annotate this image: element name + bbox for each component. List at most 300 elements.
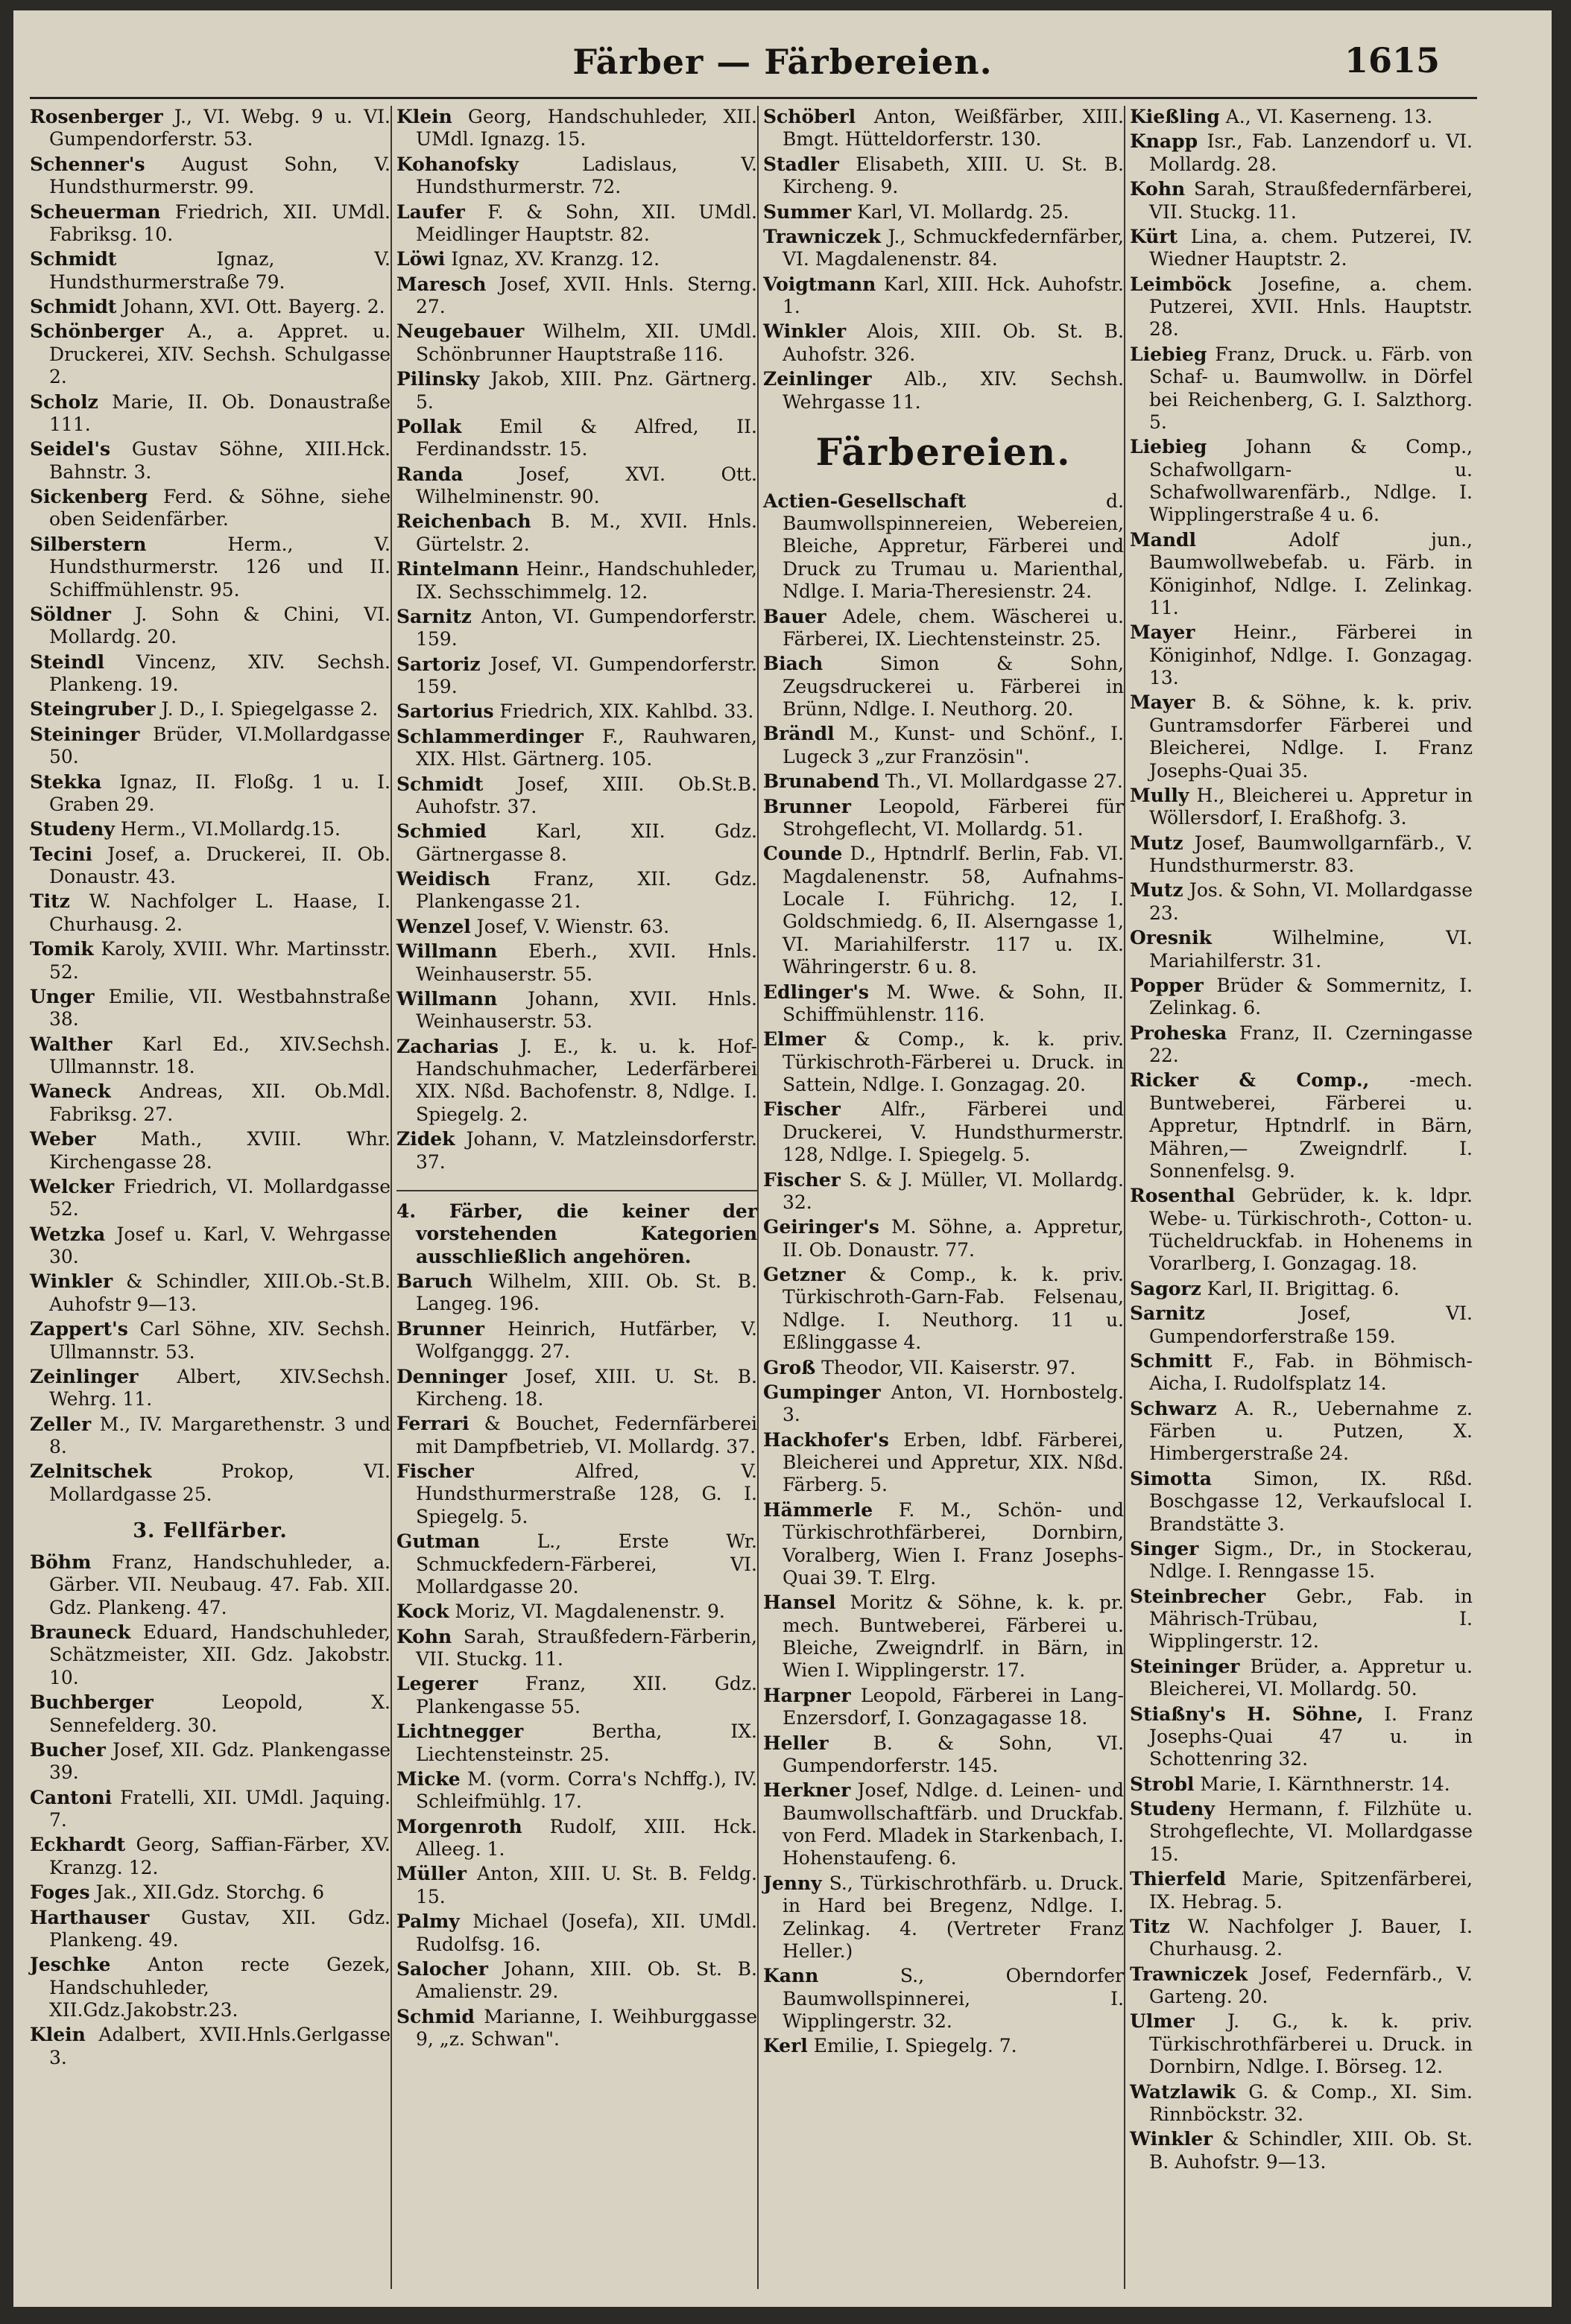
entry-name: Fischer [763, 1168, 841, 1191]
directory-entry [30, 1033, 391, 1079]
entry-name: Laufer [396, 200, 465, 223]
entry-name: Mayer [1130, 691, 1195, 714]
entry-name: Bucher [30, 1738, 106, 1761]
entry-name: Mandl [1130, 528, 1197, 551]
directory-entry [1130, 1703, 1473, 1771]
directory-entry [763, 1872, 1124, 1963]
directory-entry [30, 1739, 391, 1785]
entry-name: Neugebauer [396, 320, 525, 343]
entry-name: Kohn [1130, 178, 1186, 200]
entry-name: Titz [1130, 1915, 1170, 1937]
entry-address: Michael (Josefa), XII. UMdl. Rudolfsg. 16. [416, 1910, 757, 1955]
column-4 [1130, 106, 1473, 2176]
entry-address: Heinrich, Hutfärber, V. Wolfganggg. 27. [416, 1317, 757, 1363]
entry-name: Herkner [763, 1779, 851, 1802]
entry-name: Titz [30, 890, 70, 913]
entry-name: Cantoni [30, 1786, 113, 1808]
entry-address: J. E., k. u. k. Hof-Handschuhmacher, Lederfärberei XIX. Nßd. Bachofenstr. 8, Ndlge. I. Spiegelg. 2. [416, 1035, 757, 1125]
directory-entry [396, 606, 757, 651]
entry-address: Gebr., Fab. in Mährisch-Trübau, I. Wipplingerstr. 12. [1149, 1585, 1473, 1653]
entry-name: Schmidt [30, 296, 117, 317]
entry-address: Ignaz, V. Hundsthurmerstraße 79. [49, 248, 391, 293]
entry-name: Kießling [1130, 106, 1220, 127]
entry-address: Brüder, VI.Mollardgasse 50. [49, 723, 391, 768]
directory-entry [1130, 106, 1473, 128]
entry-name: Actien-Gesellschaft [763, 490, 967, 512]
entry-name: Jenny [763, 1872, 822, 1894]
entry-name: Mayer [1130, 621, 1195, 644]
entry-name: Steininger [1130, 1655, 1240, 1677]
entry-address: Friedrich, XIX. Kahlbd. 33. [493, 700, 754, 723]
entry-name: Böhm [30, 1551, 92, 1573]
directory-entry [763, 1499, 1124, 1590]
directory-entry [1130, 273, 1473, 341]
directory-entry [763, 320, 1124, 366]
entry-address: Brüder & Sommernitz, I. Zelinkag. 6. [1149, 974, 1473, 1019]
entry-name: Schwarz [1130, 1397, 1217, 1419]
entry-address: Josef, V. Wienstr. 63. [470, 915, 670, 937]
column-3 [763, 106, 1124, 2060]
entry-address: Anton, VI. Gumpendorferstr. 159. [416, 605, 757, 650]
directory-entry [763, 796, 1124, 841]
entry-address: Friedrich, XII. UMdl. Fabriksg. 10. [49, 200, 391, 245]
directory-entry [763, 1264, 1124, 1355]
entry-name: Winkler [763, 320, 847, 343]
entry-address: Josef, Ndlge. d. Leinen- und Baumwollschaftfärb. und Druckfab. von Ferd. Mladek in Starkenbach, I. Hohenstaufeng. 6. [783, 1779, 1124, 1869]
entry-name: Brunner [763, 795, 851, 817]
entry-address: Marianne, I. Weihburggasse 9, „z. Schwan". [416, 2005, 757, 2050]
entry-address: Johann, XVII. Hnls. Weinhauserstr. 53. [416, 987, 757, 1033]
directory-entry [1130, 879, 1473, 925]
directory-entry [763, 843, 1124, 978]
entry-address: S. & J. Müller, VI. Mollardg. 32. [783, 1168, 1124, 1213]
directory-entry [763, 770, 1124, 793]
directory-entry [1130, 691, 1473, 782]
directory-entry [396, 1600, 757, 1623]
entry-address: F., Rauhwaren, XIX. Hlst. Gärtnerg. 105. [416, 725, 757, 770]
entry-address: B. & Sohn, VI. Gumpendorferstr. 145. [783, 1732, 1124, 1776]
entry-address: Lina, a. chem. Putzerei, IV. Wiedner Hauptstr. 2. [1149, 225, 1473, 270]
entry-address: Brüder, a. Appretur u. Bleicherei, VI. Mollardg. 50. [1149, 1655, 1473, 1700]
directory-entry [396, 1366, 757, 1411]
entry-address: Wilhelm, XIII. Ob. St. B. Langeg. 196. [416, 1270, 757, 1315]
entry-name: Kürt [1130, 225, 1178, 247]
entry-address: F. & Sohn, XII. UMdl. Meidlinger Hauptstr. 82. [416, 200, 757, 245]
directory-entry [763, 273, 1124, 319]
directory-entry [1130, 975, 1473, 1020]
column-2 [396, 106, 757, 2053]
directory-entry [763, 653, 1124, 721]
entry-name: Schmitt [1130, 1349, 1213, 1372]
entry-name: Söldner [30, 603, 111, 625]
directory-entry [30, 438, 391, 484]
entry-name: Hackhofer's [763, 1428, 889, 1451]
directory-entry [763, 1381, 1124, 1427]
directory-entry [30, 724, 391, 769]
entry-address: Karl, XII. Gdz. Gärtnergasse 8. [416, 820, 757, 865]
directory-entry [763, 2035, 1124, 2057]
entry-address: Johann, V. Matzleinsdorferstr. 37. [416, 1128, 757, 1173]
entry-name: Knapp [1130, 130, 1198, 153]
entry-name: Studeny [30, 818, 115, 840]
entry-address: S., Oberndorfer Baumwollspinnerei, I. Wipplingerstr. 32. [783, 1965, 1124, 2032]
entry-name: Singer [1130, 1537, 1199, 1560]
entry-name: Proheska [1130, 1022, 1227, 1044]
entry-name: Rosenberger [30, 106, 163, 127]
entry-address: Adalbert, XVII.Hnls.Gerlgasse 3. [49, 2024, 391, 2068]
entry-address: Leopold, Färberei für Strohgeflecht, VI. Mollardg. 51. [783, 795, 1124, 840]
entry-name: Zelnitschek [30, 1460, 152, 1483]
entry-name: Leimböck [1130, 273, 1232, 295]
directory-entry [30, 391, 391, 437]
directory-entry [30, 486, 391, 531]
directory-entry [30, 843, 391, 889]
section-heading: 3. Fellfärber. [133, 1519, 288, 1543]
entry-address: J. G., k. k. priv. Türkischrothfärberei u. Druck. in Dornbirn, Ndlge. I. Börseg. 12. [1149, 2010, 1473, 2078]
directory-entry [30, 1460, 391, 1506]
entry-name: Harpner [763, 1684, 851, 1706]
entry-name: Zappert's [30, 1318, 128, 1340]
entry-name: Summer [763, 200, 852, 223]
entry-name: Steindl [30, 650, 105, 673]
entry-name: Steingruber [30, 698, 156, 721]
directory-entry [30, 1551, 391, 1619]
directory-entry [763, 1098, 1124, 1166]
entry-name: Micke [396, 1767, 461, 1790]
directory-entry [396, 1270, 757, 1316]
entry-name: Zeinlinger [30, 1365, 139, 1387]
entry-name: Fischer [763, 1098, 841, 1121]
entry-address: Franz, Handschuhleder, a. Gärber. VII. Neubaug. 47. Fab. XII. Gdz. Plankeng. 47. [49, 1551, 391, 1618]
entry-address: Emilie, I. Spiegelg. 7. [807, 2035, 1017, 2057]
entry-address: Heinr., Handschuhleder, IX. Sechsschimmelg. 12. [416, 558, 757, 603]
entry-name: Brunner [396, 1317, 484, 1340]
entry-address: Hermann, f. Filzhüte u. Strohgeflechte, VI. Mollardgasse 15. [1149, 1798, 1473, 1865]
directory-entry [396, 1318, 757, 1364]
directory-entry [396, 153, 757, 199]
entry-name: Popper [1130, 974, 1204, 996]
entry-name: Kock [396, 1600, 449, 1623]
entry-address: Josef, XVI. Ott. Wilhelminenstr. 90. [416, 463, 757, 507]
directory-entry [396, 320, 757, 366]
entry-name: Sagorz [1130, 1277, 1201, 1299]
directory-entry [763, 1732, 1124, 1778]
directory-entry [30, 604, 391, 649]
entry-name: Biach [763, 653, 824, 675]
entry-address: H., Bleicherei u. Appretur in Wöllersdorf, I. Eraßhofg. 3. [1149, 784, 1473, 829]
directory-entry [30, 106, 391, 151]
entry-name: Weidisch [396, 868, 490, 890]
entry-name: Ricker & Comp., [1130, 1069, 1370, 1092]
directory-entry [30, 651, 391, 697]
directory-entry [30, 1366, 391, 1411]
entry-name: Baruch [396, 1270, 473, 1292]
entry-name: Schmidt [30, 248, 117, 270]
page-title: Färber — Färbereien. [572, 42, 993, 82]
entry-address: Emilie, VII. Westbahnstraße 38. [49, 985, 391, 1030]
entry-address: Karl Ed., XIV.Sechsh. Ullmannstr. 18. [49, 1033, 391, 1077]
directory-entry [30, 248, 391, 294]
directory-entry [1130, 2128, 1473, 2173]
entry-address: Johann, XIII. Ob. St. B. Amalienstr. 29. [416, 1957, 757, 2003]
directory-entry [30, 201, 391, 247]
directory-entry [396, 1530, 757, 1598]
entry-address: Gebrüder, k. k. ldpr. Webe- u. Türkischroth-, Cotton- u. Tücheldruckfab. in Hohenems in Vorarlberg, I. Gonzagag. 18. [1149, 1185, 1473, 1275]
entry-address: Gustav Söhne, XIII.Hck. Bahnstr. 3. [49, 438, 391, 483]
entry-name: Foges [30, 1881, 90, 1904]
entry-name: Palmy [396, 1910, 460, 1933]
entry-address: Alb., XIV. Sechsh. Wehrgasse 11. [783, 368, 1124, 413]
entry-address: M., Kunst- und Schönf., I. Lugeck 3 „zur Französin". [783, 723, 1124, 767]
entry-name: Sarnitz [396, 605, 472, 627]
entry-address: Theodor, VII. Kaiserstr. 97. [815, 1356, 1076, 1378]
entry-name: Gutman [396, 1530, 480, 1553]
directory-entry [30, 153, 391, 199]
entry-name: Brauneck [30, 1621, 131, 1644]
directory-entry [30, 890, 391, 936]
directory-entry [396, 368, 757, 414]
entry-name: Müller [396, 1863, 467, 1885]
entry-name: Strobl [1130, 1773, 1195, 1795]
entry-address: Th., VI. Mollardgasse 27. [879, 770, 1123, 793]
entry-name: Schmid [396, 2005, 475, 2027]
directory-entry [30, 1954, 391, 2021]
entry-address: J., VI. Webg. 9 u. VI. Gumpendorferstr. 53. [49, 106, 391, 151]
directory-entry [30, 2024, 391, 2069]
entry-name: Steinbrecher [1130, 1585, 1266, 1607]
directory-entry [763, 1592, 1124, 1682]
directory-entry [396, 1036, 757, 1127]
entry-name: Willmann [396, 987, 498, 1010]
entry-address: Josef, XIII. Ob.St.B. Auhofstr. 37. [416, 773, 757, 817]
entry-address: Franz, XII. Gdz. Plankengasse 55. [416, 1673, 757, 1717]
entry-address: Josef u. Karl, V. Wehrgasse 30. [49, 1223, 391, 1267]
entry-name: Stekka [30, 770, 102, 793]
entry-name: Kann [763, 1965, 819, 1987]
entry-address: A., VI. Kaserneng. 13. [1219, 106, 1433, 127]
entry-name: Heller [763, 1732, 829, 1754]
entry-address: Ferd. & Söhne, siehe oben Seidenfärber. [49, 486, 391, 531]
directory-entry [1130, 343, 1473, 434]
entry-name: Brunabend [763, 770, 879, 793]
directory-entry [396, 1816, 757, 1861]
directory-entry [1130, 1586, 1473, 1653]
entry-address: I. Franz Josephs-Quai 47 u. in Schottenring 32. [1149, 1703, 1473, 1770]
entry-name: Steininger [30, 723, 140, 745]
entry-address: Heinr., Färberei in Königinhof, Ndlge. I. Gonzagag. 13. [1149, 621, 1473, 688]
directory-entry [396, 820, 757, 866]
entry-address: Josef, Federnfärb., V. Garteng. 20. [1149, 1963, 1473, 2007]
entry-name: Sickenberg [30, 486, 148, 507]
entry-address: Fratelli, XII. UMdl. Jaquing. 7. [49, 1786, 391, 1831]
directory-entry [1130, 529, 1473, 620]
directory-entry [1130, 1302, 1473, 1348]
entry-name: Stadler [763, 153, 839, 175]
entry-address: Eduard, Handschuhleder, Schätzmeister, XII. Gdz. Jakobstr. 10. [49, 1621, 391, 1688]
entry-address: G. & Comp., XI. Sim. Rinnböckstr. 32. [1149, 2080, 1473, 2125]
entry-name: Harthauser [30, 1906, 150, 1928]
entry-name: Watzlawik [1130, 2080, 1236, 2103]
directory-entry [396, 201, 757, 247]
entry-address: Josef, XVII. Hnls. Sterng. 27. [416, 273, 757, 317]
directory-entry [1130, 1350, 1473, 1396]
column-divider [1124, 106, 1125, 2289]
directory-entry [763, 201, 1124, 224]
entry-address: Marie, II. Ob. Donaustraße 111. [49, 390, 391, 435]
page-number: 1615 [1344, 40, 1440, 80]
directory-entry [396, 700, 757, 723]
entry-name: Zeller [30, 1413, 92, 1435]
directory-entry [1130, 1278, 1473, 1300]
entry-name: Mully [1130, 784, 1189, 806]
directory-entry [396, 1863, 757, 1908]
section-heading-large: Färbereien. [815, 429, 1072, 474]
entry-name: Geiringer's [763, 1216, 879, 1238]
entry-address: & Schindler, XIII.Ob.-St.B. Auhofstr 9—13. [49, 1270, 391, 1315]
entry-name: Elmer [763, 1028, 826, 1051]
directory-entry [396, 868, 757, 914]
entry-name: Stiaßny's H. Söhne, [1130, 1703, 1364, 1725]
entry-name: Trawniczek [1130, 1963, 1248, 1985]
directory-entry [30, 1128, 391, 1174]
entry-address: M., IV. Margarethenstr. 3 und 8. [49, 1413, 391, 1457]
entry-address: Jak., XII.Gdz. Storchg. 6 [89, 1881, 325, 1904]
entry-address: Moritz & Söhne, k. k. pr. mech. Buntweberei, Färberei u. Bleiche, Zweigndrlf. in Bärn, in Wien I. Wipplingerstr. 17. [783, 1592, 1124, 1682]
entry-name: Sarnitz [1130, 1302, 1205, 1325]
entry-address: B. & Söhne, k. k. priv. Guntramsdorfer Färberei und Bleicherei, Ndlge. I. Franz Josephs-Quai 35. [1149, 691, 1473, 782]
directory-entry [1130, 1798, 1473, 1866]
directory-entry [763, 368, 1124, 414]
directory-entry [396, 940, 757, 986]
directory-entry [30, 1834, 391, 1879]
entry-address: Anton, XIII. U. St. B. Feldg. 15. [416, 1863, 757, 1907]
entry-address: Josef, Baumwollgarnfärb., V. Hundsthurmerstr. 83. [1149, 832, 1473, 876]
entry-address: Simon & Sohn, Zeugsdruckerei u. Färberei in Brünn, Ndlge. I. Neuthorg. 20. [783, 653, 1124, 720]
directory-entry [396, 510, 757, 556]
entry-address: Anton recte Gezek, Handschuhleder, XII.Gdz.Jakobstr.23. [49, 1954, 391, 2021]
directory-entry [763, 1028, 1124, 1096]
entry-name: Gumpinger [763, 1381, 881, 1403]
entry-name: Schmied [396, 820, 487, 843]
directory-entry [396, 1720, 757, 1766]
entry-name: Sartorius [396, 700, 494, 723]
entry-address: Bertha, IX. Liechtensteinstr. 25. [416, 1720, 757, 1765]
entry-name: Silberstern [30, 533, 147, 555]
entry-address: Albert, XIV.Sechsh. Wehrg. 11. [49, 1365, 391, 1410]
entry-name: Kerl [763, 2035, 808, 2057]
directory-entry [30, 1787, 391, 1832]
entry-name: Weber [30, 1128, 96, 1150]
entry-address: Prokop, VI. Mollardgasse 25. [49, 1460, 391, 1505]
directory-entry [396, 773, 757, 819]
entry-name: Kohanofsky [396, 153, 519, 175]
entry-name: Klein [396, 106, 452, 127]
entry-name: Winkler [1130, 2128, 1213, 2150]
directory-entry [30, 1907, 391, 1952]
entry-name: Kohn [396, 1625, 452, 1647]
directory-entry [1130, 226, 1473, 271]
directory-entry [1130, 178, 1473, 224]
entry-address: Josef, XIII. U. St. B. Kircheng. 18. [416, 1365, 757, 1410]
entry-name: Hansel [763, 1592, 836, 1614]
entry-address: W. Nachfolger L. Haase, I. Churhausg. 2. [49, 890, 391, 935]
entry-address: Jakob, XIII. Pnz. Gärtnerg. 5. [416, 368, 757, 413]
entry-name: Getzner [763, 1264, 846, 1285]
directory-entry [763, 723, 1124, 768]
directory-entry [1130, 2081, 1473, 2127]
entry-address: Josefine, a. chem. Putzerei, XVII. Hnls. Hauptstr. 28. [1149, 273, 1473, 341]
entry-address: Gustav, XII. Gdz. Plankeng. 49. [49, 1906, 391, 1951]
directory-entry [763, 106, 1124, 151]
directory-entry [30, 1691, 391, 1737]
directory-entry [30, 1621, 391, 1689]
entry-address: D., Hptndrlf. Berlin, Fab. VI. Magdalenenstr. 58, Aufnahms-Locale I. Führichg. 12, I. Goldschmiedg. 6, II. Alserngasse 1, VI. Mariahilferstr. 117 u. IX. Währingerstr. 6 u. 8. [783, 843, 1124, 978]
entry-name: Tomik [30, 938, 94, 960]
directory-entry [1130, 1656, 1473, 1701]
entry-name: Zacharias [396, 1035, 499, 1057]
entry-address: Sarah, Straußfedern-Färberin, VII. Stuckg. 11. [416, 1625, 757, 1670]
entry-address: M. Söhne, a. Appretur, II. Ob. Donaustr. 77. [783, 1216, 1124, 1261]
directory-entry [1130, 1069, 1473, 1182]
entry-address: Emil & Alfred, II. Ferdinandsstr. 15. [416, 415, 757, 460]
directory-page [13, 10, 1552, 2307]
entry-address: Ignaz, II. Floßg. 1 u. I. Graben 29. [49, 770, 391, 815]
entry-name: Randa [396, 463, 464, 485]
entry-name: Buchberger [30, 1691, 154, 1714]
directory-entry [396, 653, 757, 699]
directory-entry [396, 273, 757, 319]
directory-entry [763, 1169, 1124, 1215]
entry-address: J. Sohn & Chini, VI. Mollardg. 20. [49, 603, 391, 648]
entry-address: Isr., Fab. Lanzendorf u. VI. Mollardg. 28. [1149, 130, 1473, 175]
directory-entry [1130, 785, 1473, 830]
entry-name: Pilinsky [396, 368, 480, 390]
entry-address: Herm., VI.Mollardg.15. [114, 818, 341, 840]
entry-name: Rosenthal [1130, 1185, 1236, 1207]
directory-entry [763, 1429, 1124, 1497]
entry-name: Wenzel [396, 915, 471, 937]
entry-address: Alfred, V. Hundsthurmerstraße 128, G. I. Spiegelg. 5. [416, 1460, 757, 1527]
entry-name: Löwi [396, 248, 446, 270]
entry-address: S., Türkischrothfärb. u. Druck. in Hard bei Bregenz, Ndlge. I. Zelinkag. 4. (Vertreter Franz Heller.) [783, 1872, 1124, 1962]
entry-name: Lichtnegger [396, 1720, 524, 1743]
entry-address: Karl, II. Brigittag. 6. [1201, 1277, 1400, 1299]
directory-entry [30, 1223, 391, 1269]
entry-address: Johann & Comp., Schafwollgarn- u. Schafwollwarenfärb., Ndlge. I. Wipplingerstraße 4 u. 6. [1149, 436, 1473, 526]
directory-entry [763, 153, 1124, 199]
entry-address: Alois, XIII. Ob. St. B. Auhofstr. 326. [783, 320, 1124, 365]
entry-name: Winkler [30, 1270, 113, 1293]
entry-name: Groß [763, 1356, 816, 1378]
entry-address: Moriz, VI. Magdalenenstr. 9. [449, 1600, 725, 1623]
entry-name: Ulmer [1130, 2010, 1195, 2033]
entry-address: A., a. Appret. u. Druckerei, XIV. Sechsh. Schulgasse 2. [49, 320, 391, 388]
entry-address: Simon, IX. Rßd. Boschgasse 12, Verkaufslocal I. Brandstätte 3. [1149, 1467, 1473, 1535]
directory-entry [1130, 1022, 1473, 1068]
entry-address: L., Erste Wr. Schmuckfedern-Färberei, VI. Mollardgasse 20. [416, 1530, 757, 1598]
entry-address: Carl Söhne, XIV. Sechsh. Ullmannstr. 53. [49, 1318, 391, 1363]
directory-entry [396, 1413, 757, 1458]
entry-name: Scholz [30, 390, 98, 413]
entry-address: M. (vorm. Corra's Nchffg.), IV. Schleifmühlg. 17. [416, 1767, 757, 1813]
directory-entry [763, 1965, 1124, 2033]
entry-address: Erben, ldbf. Färberei, Bleicherei und Appretur, XIX. Nßd. Färberg. 5. [783, 1428, 1124, 1496]
directory-entry [30, 320, 391, 388]
entry-address: Eberh., XVII. Hnls. Weinhauserstr. 55. [416, 940, 757, 985]
entry-name: Liebieg [1130, 436, 1207, 458]
entry-name: Walther [30, 1033, 113, 1055]
directory-entry [1130, 621, 1473, 689]
